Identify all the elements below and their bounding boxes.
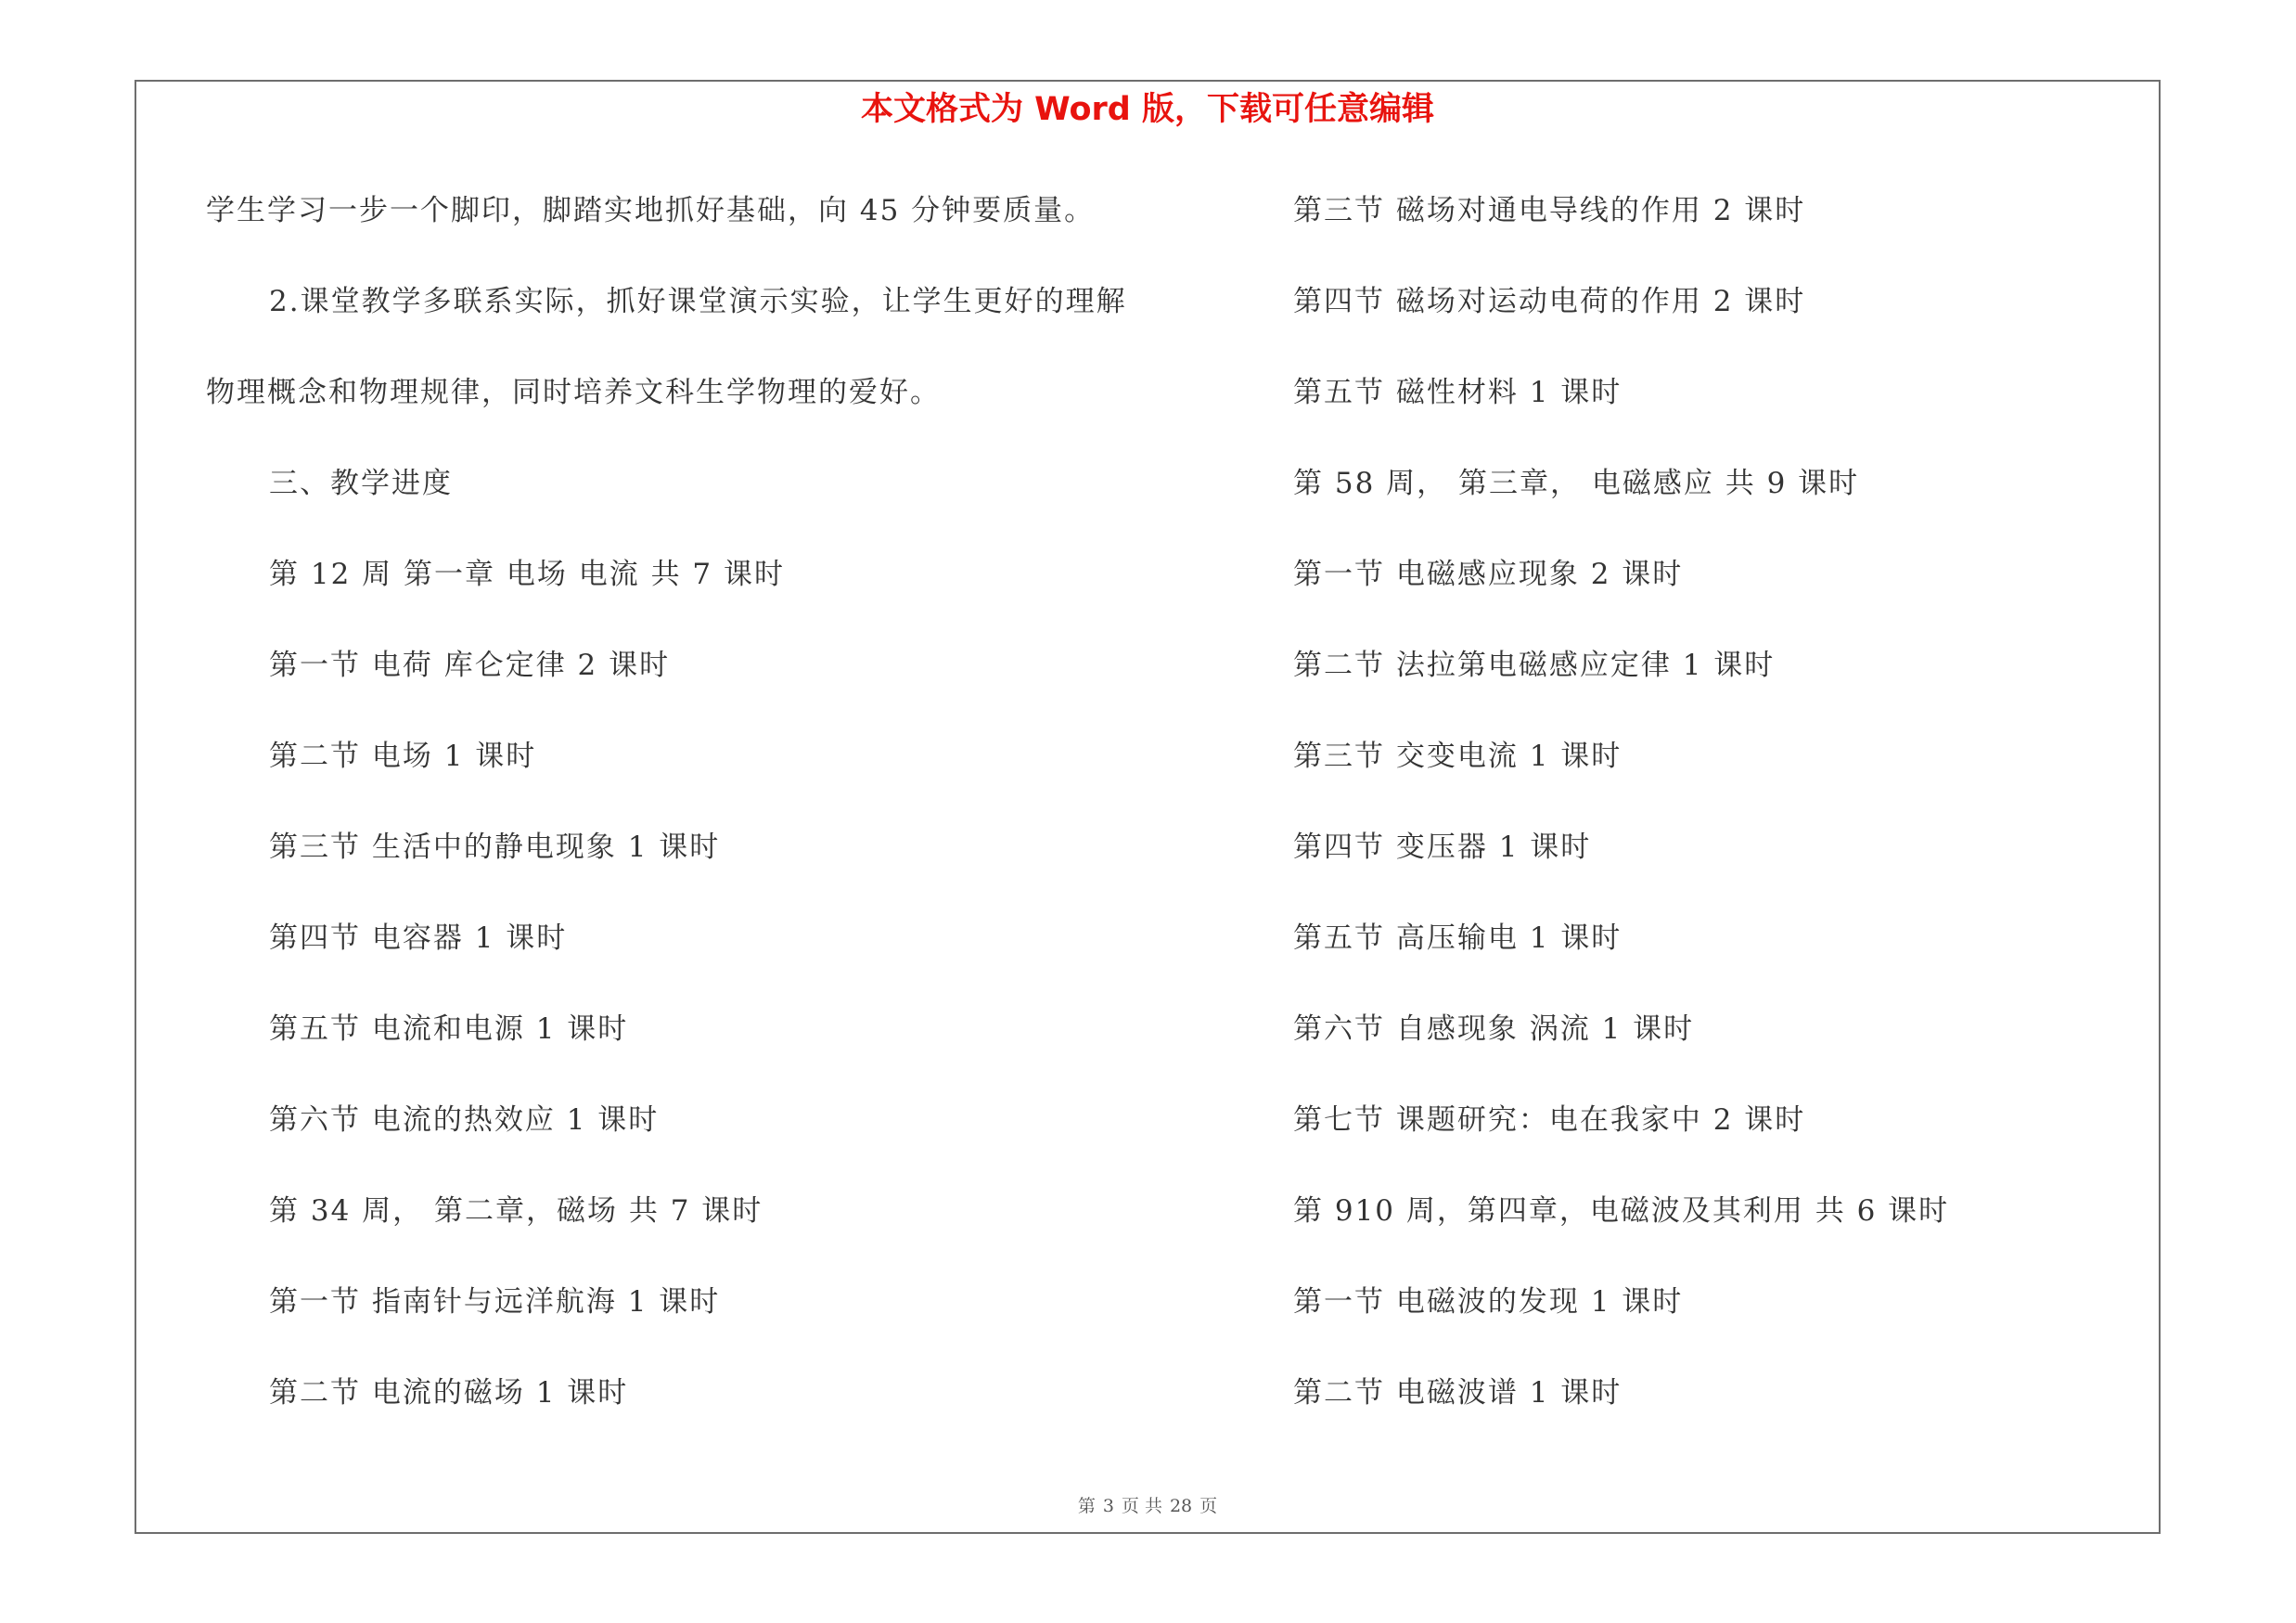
lesson-line: 第三节 生活中的静电现象 1 课时: [269, 831, 721, 864]
lesson-line: 第五节 电流和电源 1 课时: [269, 1012, 629, 1046]
lesson-line: 第六节 电流的热效应 1 课时: [269, 1103, 660, 1137]
lesson-line: 第一节 电磁波的发现 1 课时: [1293, 1285, 1684, 1319]
lesson-line: 第二节 电场 1 课时: [269, 740, 537, 773]
lesson-line: 第四节 变压器 1 课时: [1293, 831, 1592, 864]
footer-middle: 页 共: [1121, 1496, 1162, 1516]
lesson-line: 第四节 磁场对运动电荷的作用 2 课时: [1293, 285, 1806, 318]
lesson-line: 第二节 电磁波谱 1 课时: [1293, 1376, 1623, 1410]
lesson-line: 第一节 指南针与远洋航海 1 课时: [269, 1285, 721, 1319]
chapter-line: 第 58 周， 第三章， 电磁感应 共 9 课时: [1293, 467, 1860, 500]
chapter-line: 第 910 周，第四章，电磁波及其利用 共 6 课时: [1293, 1194, 1950, 1228]
lesson-line: 第一节 电荷 库仑定律 2 课时: [269, 649, 671, 682]
lesson-line: 第三节 磁场对通电导线的作用 2 课时: [1293, 194, 1806, 227]
lesson-line: 第四节 电容器 1 课时: [269, 921, 568, 955]
left-column: [206, 165, 1171, 1438]
current-page-number: 3: [1102, 1496, 1114, 1516]
lesson-line: 第六节 自感现象 涡流 1 课时: [1293, 1012, 1695, 1046]
lesson-line: 第五节 高压输电 1 课时: [1293, 921, 1623, 955]
lesson-line: 第二节 法拉第电磁感应定律 1 课时: [1293, 649, 1776, 682]
chapter-line: 第 34 周， 第二章，磁场 共 7 课时: [269, 1194, 763, 1228]
paragraph-line: 物理概念和物理规律，同时培养文科生学物理的爱好。: [206, 376, 941, 409]
lesson-line: 第一节 电磁感应现象 2 课时: [1293, 558, 1684, 591]
lesson-line: 第二节 电流的磁场 1 课时: [269, 1376, 629, 1410]
footer-suffix: 页: [1199, 1496, 1218, 1516]
paragraph-line: 学生学习一步一个脚印，脚踏实地抓好基础，向 45 分钟要质量。: [206, 194, 1096, 227]
lesson-line: 第三节 交变电流 1 课时: [1293, 740, 1623, 773]
lesson-line: 第五节 磁性材料 1 课时: [1293, 376, 1623, 409]
right-column: [1293, 165, 2128, 1438]
format-banner: 本文格式为 Word 版，下载可任意编辑: [860, 91, 1435, 128]
page-footer: [135, 1492, 2161, 1517]
section-heading: 三、教学进度: [269, 467, 453, 500]
total-pages-number: 28: [1169, 1496, 1193, 1516]
footer-prefix: 第: [1077, 1496, 1096, 1516]
paragraph-line: 2.课堂教学多联系实际，抓好课堂演示实验，让学生更好的理解: [269, 285, 1127, 318]
lesson-line: 第七节 课题研究：电在我家中 2 课时: [1293, 1103, 1806, 1137]
chapter-line: 第 12 周 第一章 电场 电流 共 7 课时: [269, 558, 786, 591]
